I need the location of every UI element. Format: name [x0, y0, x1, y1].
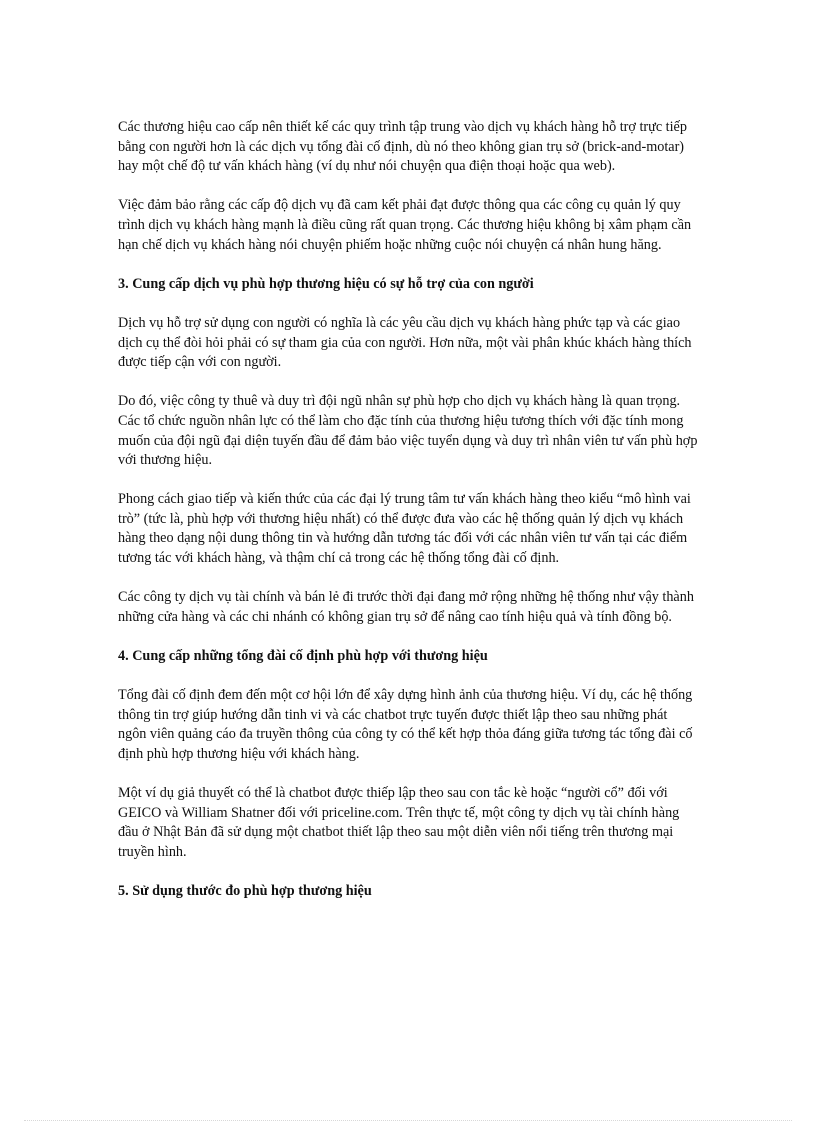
- paragraph-hiring-staff: Do đó, việc công ty thuê và duy trì đội ngũ nhân sự phù hợp cho dịch vụ khách hàng là quan trọng. Các tổ chức nguồn nhân lực có thể làm cho đặc tính của thương hiệu tương thích với đặc tính mong muốn của đội ngũ đại diện tuyến đầu để đảm bảo việc tuyển dụng và duy trì nhân viên tư vấn phù hợp với thương hiệu.: [118, 393, 698, 469]
- paragraph-chatbot-example: Một ví dụ giả thuyết có thể là chatbot được thiếp lập theo sau con tắc kè hoặc “người cổ” đối với GEICO và William Shatner đối với priceline.com. Trên thực tế, một công ty dịch vụ tài chính hàng đầu ở Nhật Bản đã sử dụng một chatbot thiết lập theo sau một diễn viên nổi tiếng trên thương mại truyền hình.: [118, 785, 680, 860]
- paragraph-premium-brands: Các thương hiệu cao cấp nên thiết kế các quy trình tập trung vào dịch vụ khách hàng hỗ trợ trực tiếp bằng con người hơn là các dịch vụ tổng đài cố định, dù nó theo không gian trụ sở (brick-and-motar) hay một chế độ tư vấn khách hàng (ví dụ như nói chuyện qua điện thoại hoặc qua web).: [118, 119, 687, 175]
- section-heading-3: 3. Cung cấp dịch vụ phù hợp thương hiệu có sự hỗ trợ của con người: [118, 275, 534, 292]
- section-heading-5: 5. Sử dụng thước đo phù hợp thương hiệu: [118, 883, 372, 900]
- section-heading-4: 4. Cung cấp những tổng đài cố định phù hợp với thương hiệu: [118, 648, 488, 665]
- page-bottom-divider: [24, 1120, 792, 1121]
- paragraph-financial-retail: Các công ty dịch vụ tài chính và bán lẻ đi trước thời đại đang mở rộng những hệ thống như vậy thành những cửa hàng và các chi nhánh có không gian trụ sở để nâng cao tính hiệu quả và tính đồng bộ.: [118, 589, 694, 625]
- paragraph-communication-style: Phong cách giao tiếp và kiến thức của các đại lý trung tâm tư vấn khách hàng theo kiểu “mô hình vai trò” (tức là, phù hợp với thương hiệu nhất) có thể được đưa vào các hệ thống quản lý dịch vụ khách hàng theo dạng nội dung thông tin và hướng dẫn tương tác đối với các nhân viên tư vấn tại các điểm tương tác với khách hàng, và thậm chí cả trong các hệ thống tổng đài cố định.: [118, 491, 691, 567]
- document-page: [118, 118, 698, 921]
- paragraph-service-levels: Việc đảm bảo rằng các cấp độ dịch vụ đã cam kết phải đạt được thông qua các công cụ quản lý quy trình dịch vụ khách hàng mạnh là điều cũng rất quan trọng. Các thương hiệu không bị xâm phạm cần hạn chế dịch vụ khách hàng nói chuyện phiếm hoặc những cuộc nói chuyện cá nhân hung hăng.: [118, 197, 692, 253]
- paragraph-human-assisted-service: Dịch vụ hỗ trợ sử dụng con người có nghĩa là các yêu cầu dịch vụ khách hàng phức tạp và các giao dịch cụ thể đòi hỏi phải có sự tham gia của con người. Hơn nữa, một vài phân khúc khách hàng thích được tiếp cận với con người.: [118, 314, 692, 371]
- paragraph-self-service-opportunity: Tổng đài cố định đem đến một cơ hội lớn để xây dựng hình ảnh của thương hiệu. Ví dụ, các hệ thống thông tin trợ giúp hướng dẫn tinh vi và các chatbot trực tuyến được thiết lập theo sau những phát ngôn viên quảng cáo đa truyền thông của công ty có thể kết hợp thỏa đáng giữa tương tác tổng đài cố định phù hợp thương hiệu với khách hàng.: [118, 687, 693, 762]
